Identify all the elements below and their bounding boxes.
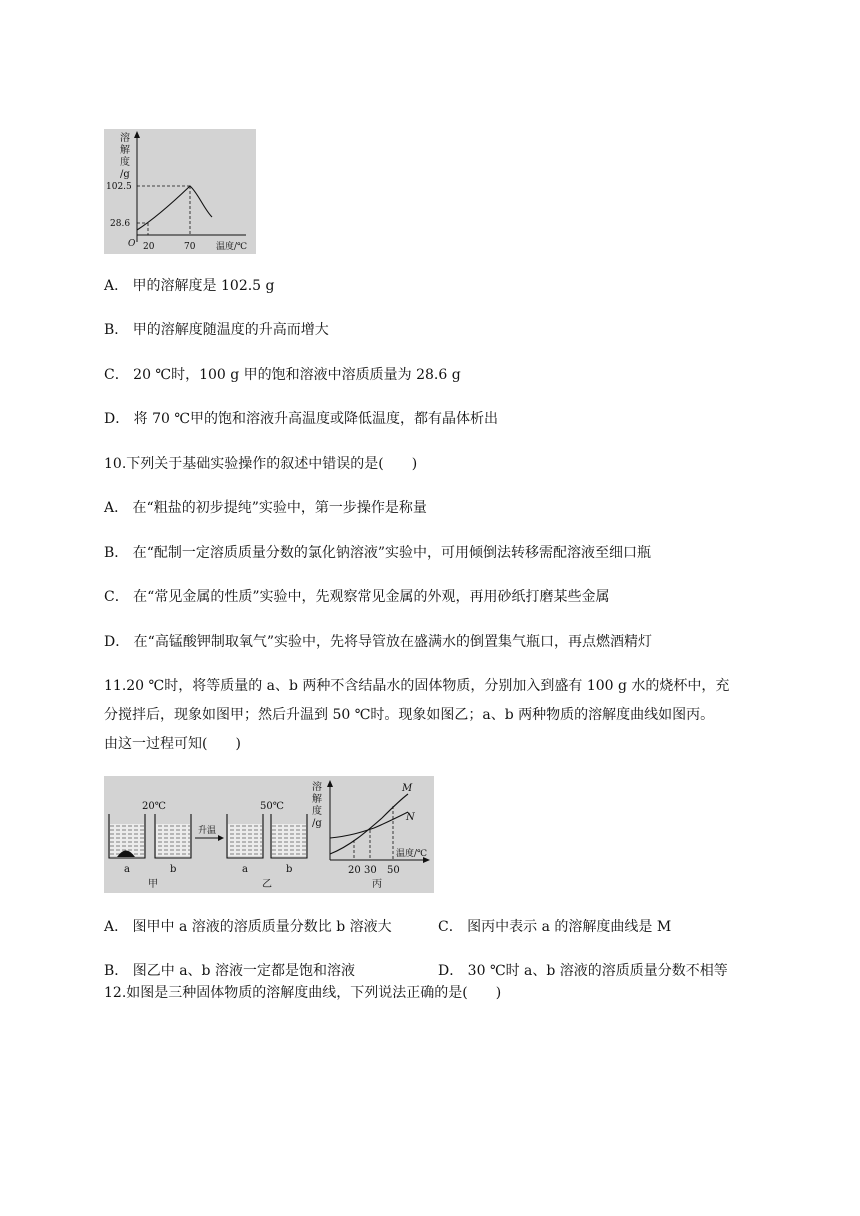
beaker-label-3: a	[242, 864, 248, 875]
beaker-jia-b	[155, 814, 191, 858]
arrow-label: 升温	[198, 826, 217, 836]
curve-m-label: M	[402, 783, 413, 794]
curve-m	[330, 794, 408, 854]
q12-stem: 12.如图是三种固体物质的溶解度曲线，下列说法正确的是( )	[104, 985, 502, 1001]
q10-option-c: C． 在“常见金属的性质”实验中，先观察常见金属的外观，再用砂纸打磨某些金属	[104, 589, 610, 605]
q11-option-c: C． 图丙中表示 a 的溶解度曲线是 M	[438, 919, 672, 935]
experiment-figure-2	[104, 776, 434, 893]
bing-xtick-20: 20	[348, 865, 361, 876]
beaker-yi-a	[227, 814, 263, 858]
beaker-label-4: b	[286, 864, 293, 875]
curve-n-label: N	[406, 812, 415, 823]
x-axis-label: 温度/℃	[216, 242, 248, 252]
panel-label-jia: 甲	[148, 879, 158, 890]
y-axis-label-3: 度	[120, 157, 130, 168]
panel-label-bing: 丙	[372, 879, 382, 890]
beaker-label-1: a	[124, 864, 130, 875]
q10-option-a: A． 在“粗盐的初步提纯”实验中，第一步操作是称量	[104, 500, 427, 516]
temp-label-yi: 50℃	[260, 801, 284, 812]
q10-option-b: B． 在“配制一定溶质质量分数的氯化钠溶液”实验中，可用倾倒法转移需配溶液至细口瓶	[104, 545, 652, 561]
q9-option-b: B． 甲的溶解度随温度的升高而增大	[104, 322, 329, 338]
bing-ylabel-1: 溶	[312, 782, 322, 793]
xtick-20: 20	[143, 242, 155, 252]
bing-ylabel-4: /g	[312, 818, 322, 829]
q11-option-d: D． 30 ℃时 a、b 溶液的溶质质量分数不相等	[438, 963, 728, 979]
q11-stem-line-1: 11.20 ℃时，将等质量的 a、b 两种不含结晶水的固体物质，分别加入到盛有 100 g 水的烧杯中，充	[104, 678, 730, 694]
temp-label-jia: 20℃	[142, 801, 166, 812]
q11-option-b: B． 图乙中 a、b 溶液一定都是饱和溶液	[104, 963, 355, 979]
ytick-102-5: 102.5	[106, 182, 132, 192]
q9-option-c: C． 20 ℃时，100 g 甲的饱和溶液中溶质质量为 28.6 g	[104, 367, 461, 383]
y-axis-label-2: 解	[120, 145, 130, 156]
bing-ylabel-3: 度	[312, 806, 322, 817]
q11-option-a: A． 图甲中 a 溶液的溶质质量分数比 b 溶液大	[104, 919, 392, 935]
bing-xlabel: 温度/℃	[396, 849, 428, 859]
q11-stem-line-3: 由这一过程可知( )	[104, 736, 241, 752]
ytick-28-6: 28.6	[110, 219, 131, 229]
origin-label: O	[128, 239, 136, 249]
beaker-jia-a	[109, 814, 145, 858]
q9-option-a: A． 甲的溶解度是 102.5 g	[104, 278, 275, 294]
q9-option-d: D． 将 70 ℃甲的饱和溶液升高温度或降低温度，都有晶体析出	[104, 411, 499, 427]
bing-ylabel-2: 解	[312, 794, 322, 805]
bing-xtick-30: 30	[364, 865, 377, 876]
q10-stem: 10.下列关于基础实验操作的叙述中错误的是( )	[104, 456, 418, 472]
y-axis-label-4: /g	[120, 169, 130, 180]
q11-stem-line-2: 分搅拌后，现象如图甲；然后升温到 50 ℃时。现象如图乙；a、b 两种物质的溶解度曲线如图丙。	[104, 707, 715, 723]
bing-xtick-50: 50	[387, 865, 400, 876]
xtick-70: 70	[184, 242, 196, 252]
solubility-figure-1	[104, 129, 256, 254]
q10-option-d: D． 在“高锰酸钾制取氧气”实验中，先将导管放在盛满水的倒置集气瓶口，再点燃酒精灯	[104, 634, 652, 650]
panel-label-yi: 乙	[262, 879, 272, 890]
beaker-yi-b	[271, 814, 307, 858]
beaker-label-2: b	[170, 864, 177, 875]
curve-n	[330, 812, 408, 838]
y-axis-label-1: 溶	[120, 133, 130, 144]
